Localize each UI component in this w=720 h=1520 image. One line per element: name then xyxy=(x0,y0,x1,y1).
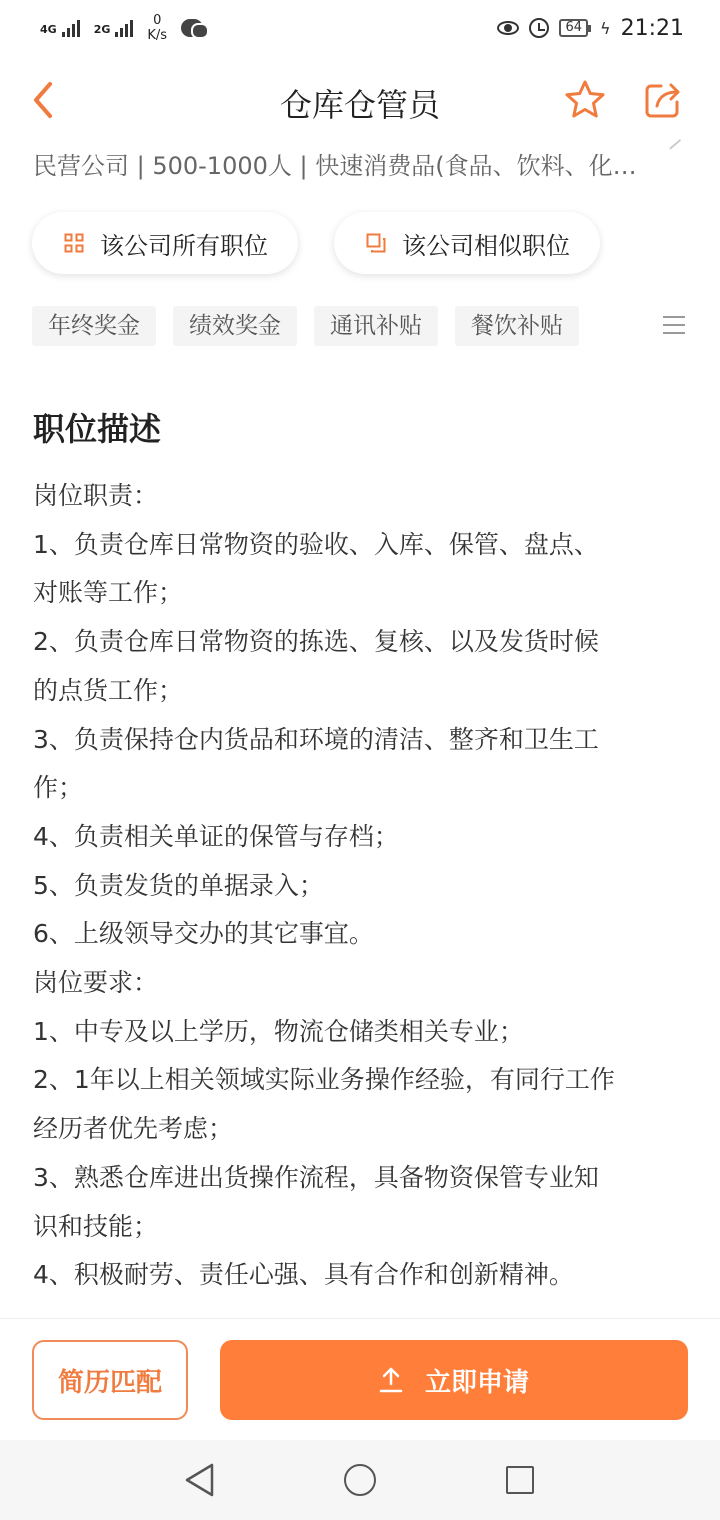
apply-now-label: 立即申请 xyxy=(424,1367,529,1398)
description-line: 识和技能； xyxy=(33,1211,159,1241)
description-line: 2、1年以上相关领域实际业务操作经验，有同行工作 xyxy=(33,1065,615,1095)
copy-icon xyxy=(366,233,386,253)
network-type-1: 4G xyxy=(40,22,57,36)
star-icon[interactable] xyxy=(563,78,607,122)
description-line: 3、负责保持仓内货品和环境的清洁、整齐和卫生工 xyxy=(33,724,599,754)
speed-unit: K/s xyxy=(147,28,168,43)
nav-back-icon[interactable] xyxy=(184,1462,216,1498)
top-header xyxy=(0,62,720,138)
speed-value: 0 xyxy=(153,13,162,28)
description-line: 岗位要求： xyxy=(33,968,159,998)
alarm-icon xyxy=(529,18,549,38)
battery-icon: 64 xyxy=(559,19,588,37)
description-title: 职位描述 xyxy=(33,410,162,448)
similar-positions-button[interactable] xyxy=(334,212,600,274)
description-line: 岗位职责： xyxy=(33,481,159,510)
wechat-icon xyxy=(181,19,203,37)
resume-match-label: 简历匹配 xyxy=(57,1367,162,1398)
all-positions-button[interactable] xyxy=(32,212,298,274)
description-line: 1、中专及以上学历，物流仓储类相关专业； xyxy=(33,1016,524,1046)
charging-icon: ϟ xyxy=(600,18,611,38)
upload-icon xyxy=(379,1367,403,1393)
menu-icon[interactable] xyxy=(663,316,685,334)
nav-home-icon[interactable] xyxy=(344,1464,376,1496)
benefit-tag: 餐饮补贴 xyxy=(455,306,579,346)
benefit-tag: 年终奖金 xyxy=(32,306,156,346)
status-bar xyxy=(0,0,720,56)
description-line: 的点货工作； xyxy=(33,675,184,705)
eye-comfort-icon xyxy=(497,21,519,35)
benefit-tags xyxy=(32,306,579,346)
all-positions-label: 该公司所有职位 xyxy=(100,231,268,260)
similar-positions-label: 该公司相似职位 xyxy=(402,231,570,260)
bottom-divider xyxy=(0,1318,720,1319)
network-type-2: 2G xyxy=(93,22,111,36)
clock: 21:21 xyxy=(620,15,684,41)
description-line: 4、负责相关单证的保管与存档； xyxy=(33,821,399,851)
share-icon[interactable] xyxy=(641,78,685,122)
description-line: 作； xyxy=(33,773,84,803)
signal-2-icon xyxy=(94,20,134,37)
system-nav-bar xyxy=(0,1440,720,1520)
benefit-tag: 绩效奖金 xyxy=(173,306,297,346)
description-line: 对账等工作； xyxy=(33,578,184,608)
description-line: 经历者优先考虑； xyxy=(33,1114,234,1144)
description-line: 3、熟悉仓库进出货操作流程，具备物资保管专业知 xyxy=(33,1162,599,1192)
nav-recent-apps-icon[interactable] xyxy=(506,1466,534,1494)
description-body xyxy=(33,472,693,1300)
network-speed xyxy=(147,13,167,43)
benefit-tag: 通讯补贴 xyxy=(314,306,438,346)
grid-icon xyxy=(64,233,84,253)
page-title: 仓库仓管员 xyxy=(279,86,440,124)
company-info: 民营公司 | 500-1000人 | 快速消费品(食品、饮料、化… xyxy=(33,152,637,180)
description-line: 2、负责仓库日常物资的拣选、复核、以及发货时候 xyxy=(33,627,599,657)
resume-match-button[interactable] xyxy=(32,1340,188,1420)
description-line: 1、负责仓库日常物资的验收、入库、保管、盘点、 xyxy=(33,529,599,559)
description-line: 4、积极耐劳、责任心强、具有合作和创新精神。 xyxy=(33,1260,574,1290)
description-line: 6、上级领导交办的其它事宜。 xyxy=(33,919,374,949)
signal-1-icon xyxy=(40,20,80,37)
apply-now-button[interactable] xyxy=(220,1340,688,1420)
description-line: 5、负责发货的单据录入； xyxy=(33,870,324,900)
edge-mark xyxy=(669,139,689,159)
